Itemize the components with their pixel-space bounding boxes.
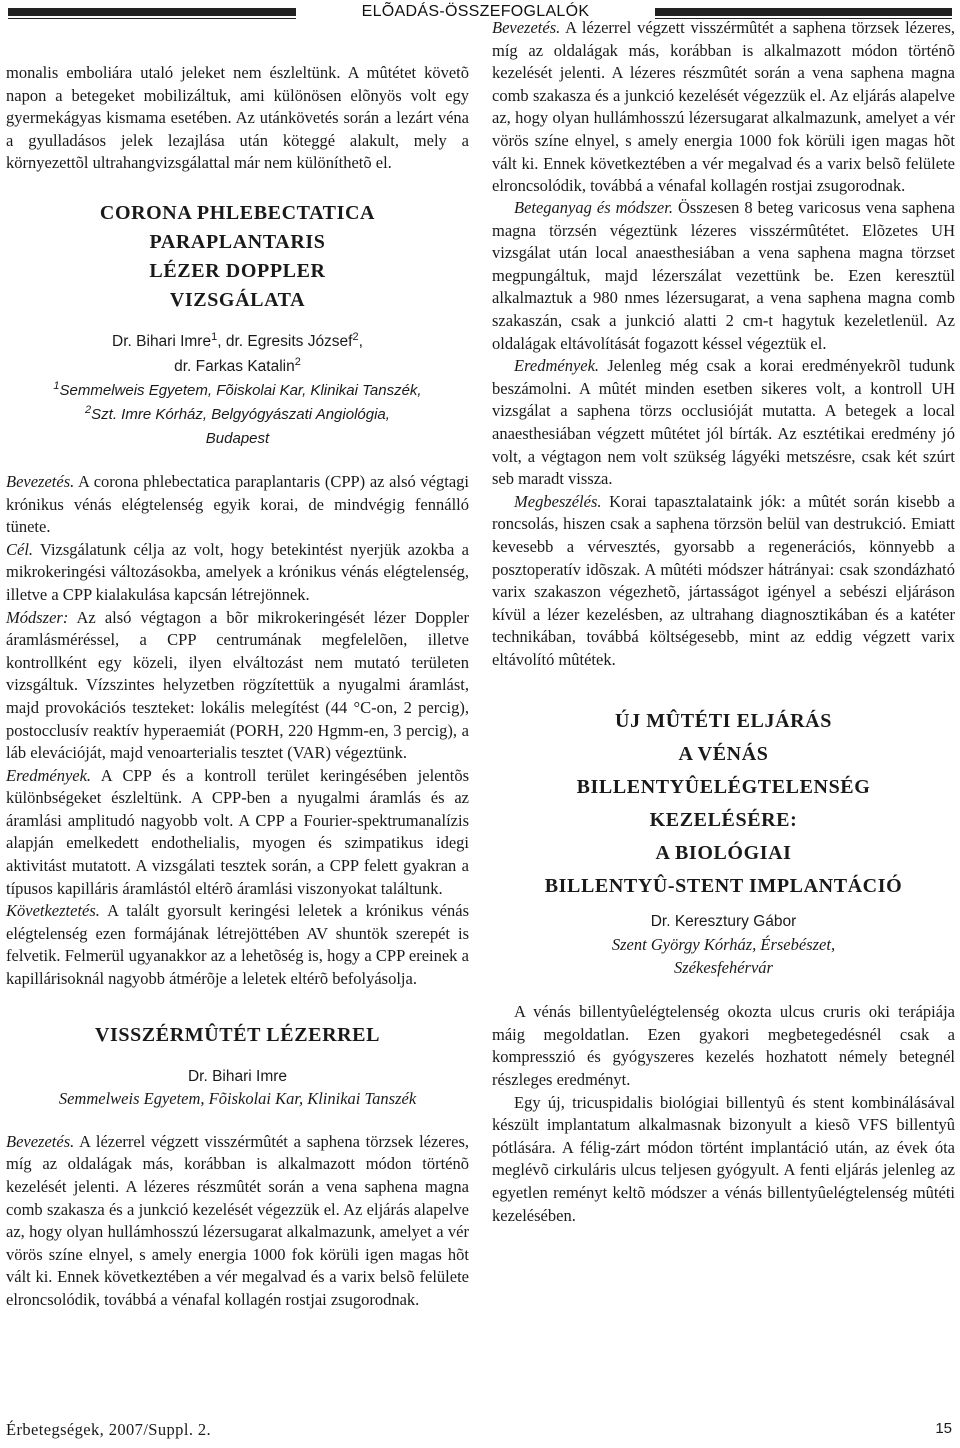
affiliation-marker: 2 [352,330,359,343]
affiliation-marker: 2 [85,403,92,416]
paragraph-label: Cél. [6,539,34,559]
header-rule-right [655,8,952,16]
author-name: Egresits József [247,332,353,350]
affiliation-marker: 1 [211,330,218,343]
article-paragraph [492,491,955,672]
paragraph-text: Korai tapasztalataink jók: a mûtét során kisebb a roncsolás, hiszen csak a saphena törzsön belül van destrukció. Emiatt kevesebb a vérvesztés, gyorsabb a regenerációs, könnyebb a posztoperatív idõszak. A mûtéti módszer hátrányai: csak szondázható varix szakaszon végezhetõ, jártasságot igényel a sebészi eljáráson kívül a lézer kezelésben, az ultrahang diagnosztikában és a katéter technikában, továbbá költségesebb, mint az eddig végzett varix eltávolító mûtétek. [492,491,955,669]
article-affiliation [6,379,469,403]
article-title-line: CORONA PHLEBECTATICA [99,201,376,224]
author-separator: , [358,332,363,350]
article-title-line: A VÉNÁS [678,743,769,766]
article-author: Dr. Bihari Imre [187,1067,288,1085]
paragraph-label: Bevezetés. [6,471,75,491]
paragraph-text: A CPP és a kontroll terület keringésében jelentõs különbségeket észleltünk. A CPP-ben a nyugalmi áramlás és az áramlási amplitudó nagyobb volt. A CPP a Fourier-spektrumanalízis alapján emelkedett endothelialis, myogen és szimpatikus idegi aktivitást mutatott. A vizsgálati tesztek során, a CPP felett gyakran a típusos kapilláris áramlástól eltérõ áramlási viszonyokat találtunk. [6,765,469,898]
paragraph-label: Eredmények. [514,356,600,376]
article-authors [6,329,469,354]
article-title-line: LÉZER DOPPLER [149,259,326,282]
paragraph-text: Összesen 8 beteg varicosus vena saphena magna törzsén végeztünk lézeres visszérmûtétet. Elõzetes UH vizsgálat után local anaesthesiában a vena saphena magna törzset megpungáltuk, majd lézerszálat vezettünk be. Ezen keresztül alkalmaztuk a 980 nmes lézersugarat, a vena saphena magna comb szakaszán, csak a junkció alatti 2 cm-t hagytuk kezeletlenül. Az oldalágak eltávolítását fogazott késsel végeztük el. [492,198,955,353]
article-corona-title [6,199,469,315]
affiliation-marker: 2 [294,355,301,368]
article-paragraph [6,471,469,539]
intro-paragraph: monalis emboliára utaló jeleket nem észleltünk. A mûtétet követõ napon a betegeket mobilizáltuk, ami különösen elõnyös volt egy gyermekágyas kismama esetében. Az utánkövetés során a lezárt véna a gyulladásos jelek lezajlása után köteggé alakult, mely a környezettõl ultrahangvizsgálattal már nem különíthetõ el. [6,63,469,173]
article-authors [6,354,469,379]
author-name: dr. Farkas Katalin [174,357,295,375]
paragraph-continuation [492,17,955,198]
paragraph-text: Jelenleg még csak a korai eredményekrõl tudunk beszámolni. A mûtét minden esetben sikeres volt, a kontroll UH vizsgálat a saphena törzs occlusióját mutatta. A betegek a local anaesthesiában végzett mûtétet jól bírták. Az esztétikai eredmény jó volt, a végtagon nem volt szükség lágyéki metszésre, csak két szúrt seb maradt vissza. [492,356,955,489]
paragraph-label: Következtetés. [6,901,100,921]
affiliation-text: Semmelweis Egyetem, Fõiskolai Kar, Klinikai Tanszék, [59,381,422,399]
article-title-line: KEZELÉSÉRE: [649,809,798,832]
paragraph-label: Eredmények. [6,765,92,785]
author-separator: , dr. [217,332,248,350]
paragraph-text: Vizsgálatunk célja az volt, hogy betekintést nyerjük azokba a mikrokeringési változásokba, amelyek a krónikus vénás elégtelenség, illetve a CPP kialakulása kapcsán létrejönnek. [6,539,469,604]
paragraph-label: Megbeszélés. [514,491,602,511]
article-laser-title: VISSZÉRMÛTÉT LÉZERREL [94,1023,381,1046]
right-column [492,18,955,1227]
article-author: Dr. Keresztury Gábor [650,913,797,931]
article-affiliation: Budapest [205,429,270,447]
header-thin-rule-left [8,18,296,19]
article-paragraph-cross-column [6,1131,469,1309]
paragraph-text: A talált gyorsult keringési leletek a krónikus vénás elégtelenség ezen formájának létrejöttében AV shuntök szerepét is felvetik. Felmerül ugyanakkor az a lehetõség is, hogy a CPP ereinek a kapillárisoknál nagyobb átmérõje a leletek eltérõ befolyásolja. [6,901,469,989]
article-title-line: BILLENTYÛELÉGTELENSÉG [576,776,871,799]
article-paragraph [6,539,469,607]
article-affiliation [6,403,469,427]
affiliation-text: Szt. Imre Kórház, Belgyógyászati Angiológia, [91,405,390,423]
paragraph-text: A corona phlebectatica paraplantaris (CPP) az alsó végtagi krónikus vénás elégtelenség egyik korai, de mindvégig fennálló tünete. [6,471,469,537]
article-paragraph [6,900,469,990]
header-rule-left [8,8,296,16]
journal-citation: Érbetegségek, 2007/Suppl. 2. [6,1420,212,1439]
article-paragraph [492,17,955,197]
paragraph-label: Beteganyag és módszer. [514,198,673,217]
affiliation-marker: 1 [53,379,60,392]
article-paragraph [6,765,469,901]
author-name: Dr. Bihari Imre [112,332,212,350]
article-paragraph: A vénás billentyûelégtelenség okozta ulcus cruris oki terápiája máig megoldatlan. Ezen gyakori megbetegedésnél csak a kompresszió és gyógyszeres kezelés hozhatott némely betegnél részleges eredményt. [492,1002,955,1090]
article-paragraph [492,355,955,491]
article-affiliation: Semmelweis Egyetem, Fõiskolai Kar, Klinikai Tanszék [58,1089,417,1109]
paragraph-label: Bevezetés. [6,1131,75,1151]
article-affiliation: Szent György Kórház, Érsebészet, [611,935,836,955]
article-affiliation: Székesfehérvár [674,957,773,977]
article-title-line: VIZSGÁLATA [169,288,306,311]
article-paragraph [492,197,955,355]
article-title-line: A BIOLÓGIAI [655,842,792,865]
paragraph-text: Az alsó végtagon a bõr mikrokeringését lézer Doppler áramlásméréssel, a CPP centrumának megfelelõen, illetve kontrollként egy közeli, ilyen elváltozást nem mutató területen vizsgáltuk. Vízszintes helyzetben rögzítettük a nyugalmi áramlást, majd provokációs teszteket: lokális melegítést (44 °C-on, 2 percig), postocclusív reaktív hyperaemiát (PORH, 220 Hgmm-en, 3 percig), a láb elevációját, majd venoarterialis tesztet (VAR) végeztünk. [6,607,469,763]
article-title-line: ÚJ MÛTÉTI ELJÁRÁS [615,710,832,733]
paragraph-label: Módszer: [6,607,69,627]
article-title-line: PARAPLANTARIS [149,230,326,253]
article-title-line: BILLENTYÛ-STENT IMPLANTÁCIÓ [544,875,903,898]
article-paragraph: Egy új, tricuspidalis biológiai billentyû és stent kombinálásával készült implantatum alkalmasnak bizonyult a kiesõ VFS billentyû pótlására. A félig-zárt módon történt implantáció után, az évek óta meglévõ cirkuláris ulcus teljesen gyógyult. A fenti eljárás jelenleg az egyetlen reményt keltõ módszer a vénás billentyûelégtelenség mûtéti kezelésében. [492,1092,955,1225]
section-title: ELÕADÁS-ÖSSZEFOGLALÓK [361,3,590,20]
paragraph-text: A lézerrel végzett visszérmûtét a saphena törzsek lézeres, míg az oldalágak más, korábban is alkalmazott módon történõ kezelését jelenti. A lézeres részmûtét során a vena saphena magna comb szakasza és a junkció kezelését végezzük el. Az eljárás alapelve az, hogy olyan hullámhosszú lézersugarat alkalmazunk, amelyet a vér vörös színe elnyel, s amely energia 1000 fok körüli igen magas hõt vált ki. Ennek következtében a vér megalvad és a varix belsõ felülete elroncsolódik, továbbá a vénafal kollagén rostjai zsugorodnak. [492,18,955,196]
page-number: 15 [935,1420,952,1437]
paragraph-label: Bevezetés. [492,18,561,37]
paragraph-text: A lézerrel végzett visszérmûtét a saphena törzsek lézeres, míg az oldalágak más, korábban is alkalmazott módon történõ kezelését jelenti. A lézeres részmûtét során a vena saphena magna comb szakasza és a junkció kezelését végezzük el. Az eljárás alapelve az, hogy olyan hullámhosszú lézersugarat alkalmazunk, amelyet a vér vörös színe elnyel, s amely energia 1000 fok körüli igen magas hõt vált ki. Ennek következtében a vér megalvad és a varix belsõ felülete elroncsolódik, továbbá a vénafal kollagén rostjai zsugorodnak. [6,1131,469,1309]
article-paragraph [6,607,469,765]
article-valve-stent-title [492,705,955,903]
left-column [6,62,469,1309]
